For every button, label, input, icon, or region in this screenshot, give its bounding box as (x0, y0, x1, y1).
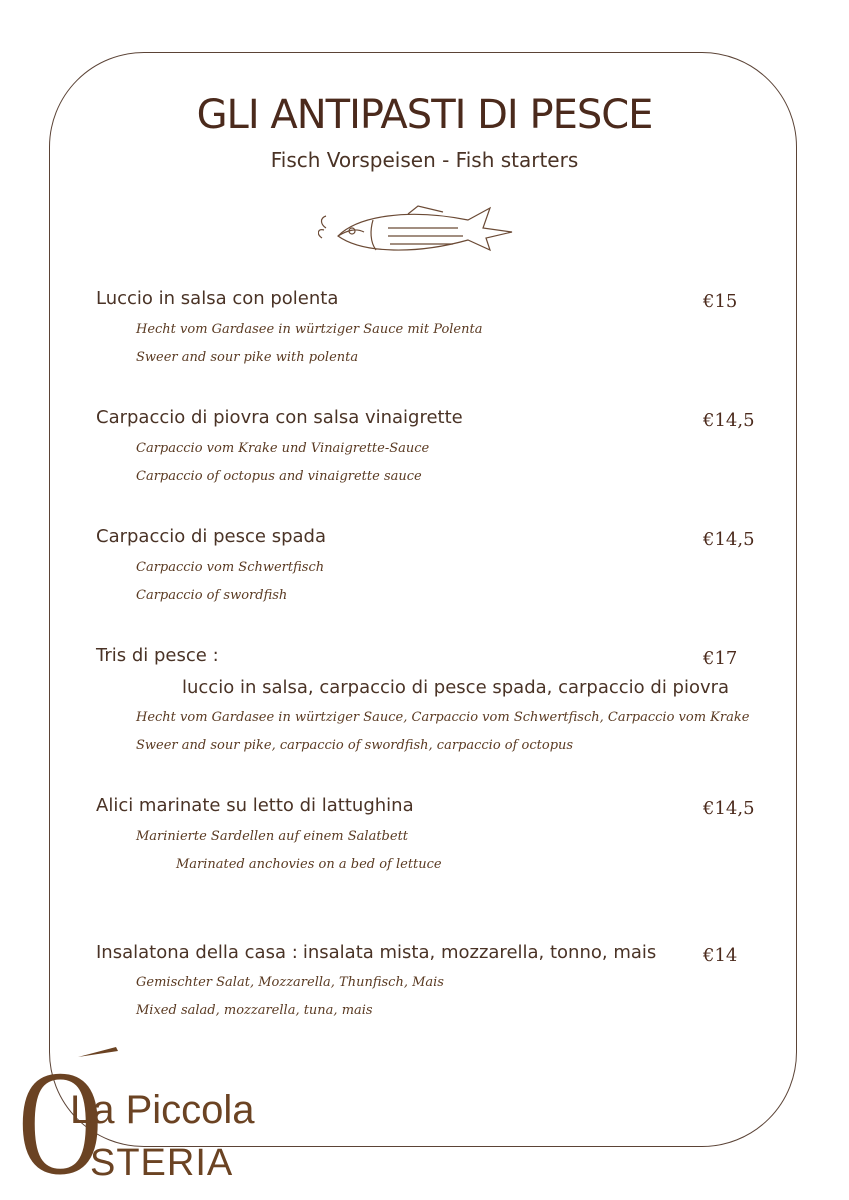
dish-description-de: Gemischter Salat, Mozzarella, Thunfisch, Mais (136, 975, 444, 990)
menu-item (96, 526, 776, 547)
dish-description-en: Carpaccio of swordfish (136, 588, 288, 603)
dish-price: €15 (703, 291, 738, 312)
menu-item (96, 645, 776, 666)
dish-price: €14,5 (703, 529, 755, 550)
dish-name: Tris di pesce : (96, 645, 219, 666)
dish-name: Alici marinate su letto di lattughina (96, 795, 414, 816)
dish-name: Insalatona della casa : (96, 942, 298, 963)
dish-description-de: Hecht vom Gardasee in würtziger Sauce mit Polenta (136, 322, 483, 337)
dish-price: €17 (703, 648, 738, 669)
dish-description-en: Marinated anchovies on a bed of lettuce (176, 857, 442, 872)
dish-price: €14,5 (703, 410, 755, 431)
menu-item (96, 942, 776, 963)
dish-description-en: Sweer and sour pike with polenta (136, 350, 359, 365)
dish-detail: luccio in salsa, carpaccio di pesce spada, carpaccio di piovra (182, 677, 730, 698)
dish-name: Carpaccio di piovra con salsa vinaigrette (96, 407, 463, 428)
menu-item (96, 288, 776, 309)
dish-description-en: Carpaccio of octopus and vinaigrette sauce (136, 469, 422, 484)
dish-description-de: Marinierte Sardellen auf einem Salatbett (136, 829, 409, 844)
dish-name-extra: insalata mista, mozzarella, tonno, mais (302, 942, 657, 963)
fish-illustration (318, 198, 518, 260)
dish-description-en: Mixed salad, mozzarella, tuna, mais (136, 1003, 373, 1018)
menu-item (96, 795, 776, 816)
restaurant-logo (18, 1045, 278, 1185)
logo-big-o: O (18, 1045, 103, 1185)
dish-price: €14,5 (703, 798, 755, 819)
dish-description-de: Hecht vom Gardasee in würtziger Sauce, Carpaccio vom Schwertfisch, Carpaccio vom Krake (136, 710, 750, 725)
logo-line1: La Piccola (70, 1088, 255, 1132)
page-subtitle: Fisch Vorspeisen - Fish starters (270, 148, 579, 172)
dish-description-de: Carpaccio vom Krake und Vinaigrette-Sauce (136, 441, 430, 456)
menu-item (96, 407, 776, 428)
dish-price: €14 (703, 945, 738, 966)
dish-description-de: Carpaccio vom Schwertfisch (136, 560, 325, 575)
logo-line2: STERIA (90, 1142, 234, 1184)
dish-description-en: Sweer and sour pike, carpaccio of swordfish, carpaccio of octopus (136, 738, 574, 753)
dish-name: Carpaccio di pesce spada (96, 526, 326, 547)
dish-name: Luccio in salsa con polenta (96, 288, 339, 309)
page-title: GLI ANTIPASTI DI PESCE (196, 92, 653, 138)
